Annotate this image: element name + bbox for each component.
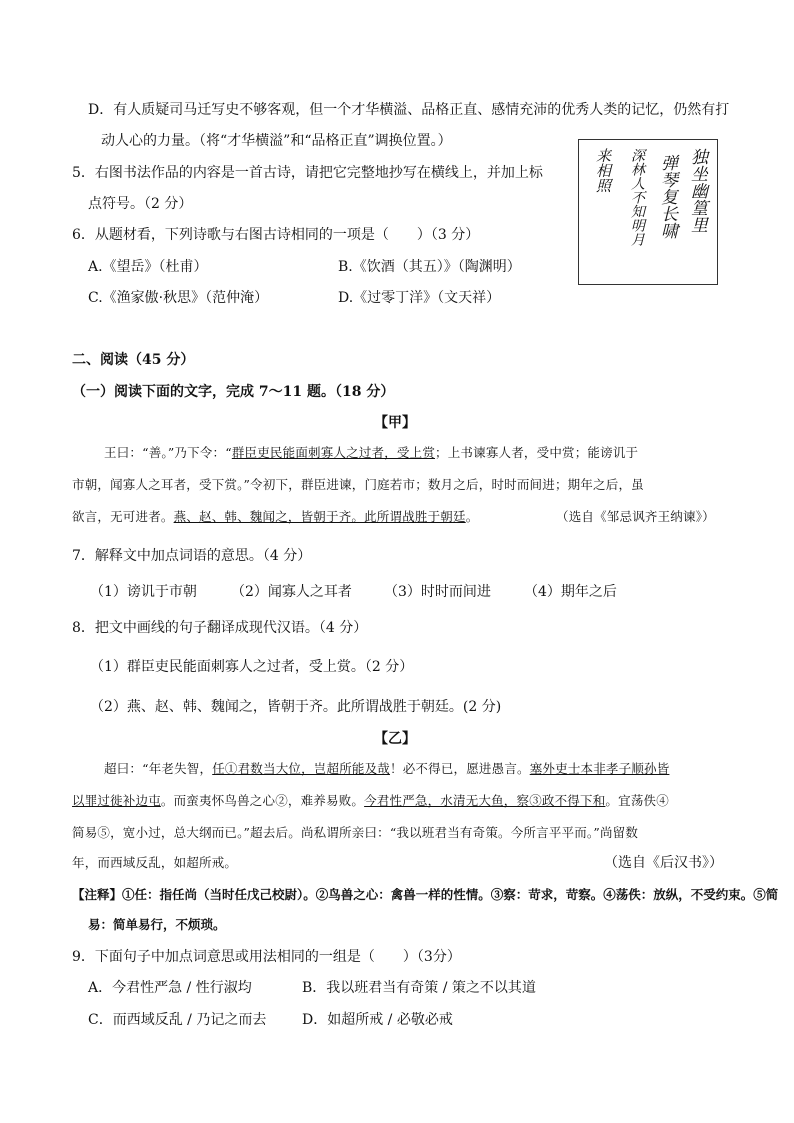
passage-yi-line-2: 以罪过徙补边屯。而蛮夷怀鸟兽之心②，难养易败。今君性严急，水清无大鱼，察③政不得下和。宜荡佚④ bbox=[72, 793, 669, 808]
question-5-cont: 点符号。（2 分） bbox=[88, 196, 193, 212]
notes-line-1: 【注释】①任：指任尚（当时任戊己校尉）。②鸟兽之心：禽兽一样的性情。③察：苛求，苛察。④荡佚：放纵，不受约束。⑤简 bbox=[72, 887, 779, 902]
question-7-item-4: （4）期年之后 bbox=[524, 584, 617, 600]
question-7-item-1: （1）谤讥于市朝 bbox=[90, 584, 197, 600]
passage-yi-source: （选自《后汉书》） bbox=[604, 855, 723, 871]
question-7-item-2: （2）闻寡人之耳者 bbox=[231, 584, 352, 600]
underlined-sentence-4-cont: 以罪过徙补边屯 bbox=[72, 793, 161, 808]
question-6-option-d: D.《过零丁洋》（文天祥） bbox=[338, 290, 501, 306]
passage-yi-line-3: 简易⑤，宽小过，总大纲而已。”超去后。尚私谓所亲曰：“我以班君当有奇策。今所言平平而。”尚留数 bbox=[72, 825, 639, 840]
question-7-item-3: （3）时时而间进 bbox=[384, 584, 491, 600]
passage-jia-heading: 【甲】 bbox=[374, 415, 416, 431]
calligraphy-image bbox=[578, 139, 718, 285]
calligraphy-column-4: 来相照 bbox=[594, 148, 612, 193]
section-title: 二、阅读（45 分） bbox=[72, 352, 195, 368]
passage-yi-heading: 【乙】 bbox=[374, 731, 416, 747]
notes-line-2: 易：简单易行，不烦琐。 bbox=[88, 917, 226, 932]
subsection-title: （一）阅读下面的文字，完成 7～11 题。（18 分） bbox=[72, 384, 395, 400]
option-d-text-cont: 动人心的力量。（将“才华横溢”和“品格正直”调换位置。） bbox=[101, 133, 452, 149]
passage-jia-line-3: 欲言，无可进者。燕、赵、韩、魏闻之，皆朝于齐。此所谓战胜于朝廷。 bbox=[72, 509, 479, 524]
question-6: 6．从题材看，下列诗歌与右图古诗相同的一项是（ ）（3 分） bbox=[72, 227, 480, 243]
question-6-option-b: B.《饮酒（其五）》（陶渊明） bbox=[338, 259, 521, 275]
passage-jia-source: （选自《邹忌讽齐王纳谏》） bbox=[556, 509, 715, 524]
question-8-item-2: （2）燕、赵、韩、魏闻之，皆朝于齐。此所谓战胜于朝廷。(2 分) bbox=[90, 699, 502, 715]
question-9-option-c: C．而西域反乱 / 乃记之而去 bbox=[88, 1012, 267, 1028]
question-9: 9．下面句子中加点词意思或用法相同的一组是（ ）（3分） bbox=[72, 949, 461, 965]
question-9-option-b: B．我以班君当有奇策 / 策之不以其道 bbox=[302, 980, 536, 996]
calligraphy-column-2: 弹琴复长啸 bbox=[657, 154, 677, 239]
passage-jia-line-1: 王曰：“善。”乃下令：“群臣吏民能面刺寡人之过者，受上赏；上书谏寡人者，受中赏；能谤讥于 bbox=[104, 445, 639, 460]
question-8-item-1: （1）群臣吏民能面刺寡人之过者，受上赏。（2 分） bbox=[90, 659, 414, 675]
question-8: 8．把文中画线的句子翻译成现代汉语。（4 分） bbox=[72, 620, 368, 636]
calligraphy-column-1: 独坐幽篁里 bbox=[687, 148, 707, 233]
question-5: 5．右图书法作品的内容是一首古诗，请把它完整地抄写在横线上，并加上标 bbox=[72, 165, 543, 181]
underlined-sentence-2: 燕、赵、韩、魏闻之，皆朝于齐。此所谓战胜于朝廷 bbox=[173, 509, 466, 524]
passage-yi-line-1: 超曰：“年老失智，任①君数当大位，岂超所能及哉！必不得已，愿进愚言。塞外吏士本非孝子顺孙皆 bbox=[104, 761, 670, 776]
question-6-option-c: C.《渔家傲·秋思》（范仲淹） bbox=[88, 290, 269, 306]
calligraphy-column-3: 深林人不知明月 bbox=[629, 148, 645, 246]
passage-yi-line-4: 年，而西域反乱，如超所戒。 bbox=[72, 855, 238, 870]
underlined-sentence-3: 任①君数当大位，岂超所能及哉 bbox=[212, 761, 391, 776]
question-7: 7．解释文中加点词语的意思。（4 分） bbox=[72, 548, 312, 564]
underlined-sentence-1: 群臣吏民能面刺寡人之过者，受上赏 bbox=[231, 445, 436, 460]
question-6-option-a: A.《望岳》（杜甫） bbox=[88, 259, 208, 275]
underlined-sentence-4: 塞外吏士本非孝子顺孙皆 bbox=[529, 761, 670, 776]
question-9-option-a: A．今君性严急 / 性行淑均 bbox=[88, 980, 252, 996]
option-d-text: D．有人质疑司马迁写史不够客观，但一个才华横溢、品格正直、感情充沛的优秀人类的记忆，仍然有打 bbox=[88, 102, 730, 118]
passage-jia-line-2: 市朝，闻寡人之耳者，受下赏。”令初下，群臣进谏，门庭若市；数月之后，时时而间进；期年之后，虽 bbox=[72, 477, 644, 492]
question-9-option-d: D．如超所戒 / 必敬必戒 bbox=[302, 1012, 453, 1028]
underlined-sentence-5: 今君性严急，水清无大鱼，察③政不得下和 bbox=[364, 793, 606, 808]
